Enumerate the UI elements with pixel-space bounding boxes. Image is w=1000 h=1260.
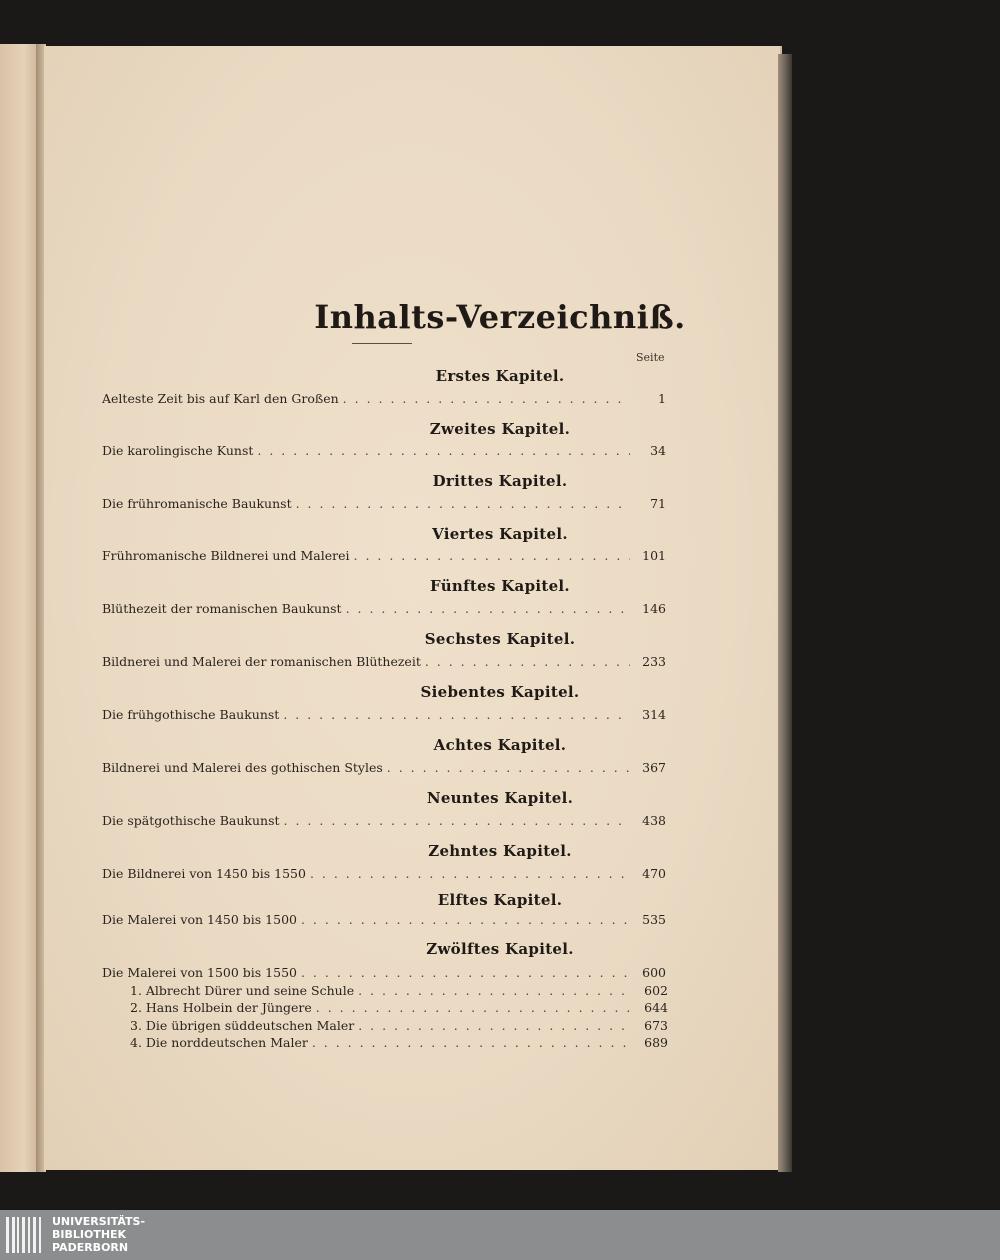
leader-dots — [354, 548, 630, 563]
chapter-heading: Erstes Kapitel. — [435, 367, 565, 385]
chapter-heading: Drittes Kapitel. — [432, 472, 568, 490]
entry-label: 3. Die übrigen süddeutschen Maler — [130, 1018, 355, 1033]
toc-subentry — [130, 1035, 668, 1050]
barcode-stripes-icon — [6, 1217, 44, 1253]
entry-label: Blüthezeit der romanischen Baukunst — [102, 601, 342, 616]
entry-page-number: 146 — [642, 601, 666, 616]
entry-page-number: 71 — [650, 496, 666, 511]
page-stack-edge — [778, 54, 792, 1172]
chapter-heading: Achtes Kapitel. — [433, 736, 567, 754]
entry-label: 1. Albrecht Dürer und seine Schule — [130, 983, 355, 998]
entry-label: Die frühgothische Baukunst — [102, 707, 280, 722]
entry-page-number: 535 — [642, 912, 666, 927]
toc-entry — [102, 601, 666, 616]
chapter-heading: Elftes Kapitel. — [437, 891, 563, 909]
leader-dots — [316, 1000, 632, 1015]
entry-page-number: 314 — [642, 707, 666, 722]
library-name-line: PADERBORN — [52, 1241, 129, 1254]
entry-label: Bildnerei und Malerei des gothischen Styles — [102, 760, 383, 775]
left-page-edge — [0, 44, 40, 1172]
entry-page-number: 602 — [644, 983, 668, 998]
toc-entry — [102, 548, 666, 563]
leader-dots — [310, 866, 630, 881]
library-name-line: UNIVERSITÄTS- — [52, 1215, 146, 1228]
leader-dots — [387, 760, 630, 775]
toc-entry — [102, 654, 666, 669]
leader-dots — [425, 654, 630, 669]
entry-page-number: 34 — [650, 443, 666, 458]
page-column-label: Seite — [636, 351, 665, 364]
entry-page-number: 644 — [644, 1000, 668, 1015]
leader-dots — [284, 813, 630, 828]
leader-dots — [358, 983, 632, 998]
chapter-heading: Sechstes Kapitel. — [424, 630, 576, 648]
entry-label: Aelteste Zeit bis auf Karl den Großen — [102, 391, 339, 406]
entry-label: Die Malerei von 1500 bis 1550 — [102, 965, 297, 980]
toc-entry — [102, 496, 666, 511]
leader-dots — [312, 1035, 632, 1050]
chapter-heading: Neuntes Kapitel. — [426, 789, 574, 807]
entry-page-number: 689 — [644, 1035, 668, 1050]
leader-dots — [283, 707, 630, 722]
chapter-heading: Zwölftes Kapitel. — [426, 940, 574, 958]
toc-entry — [102, 866, 666, 881]
entry-page-number: 367 — [642, 760, 666, 775]
leader-dots — [358, 1018, 632, 1033]
entry-page-number: 438 — [642, 813, 666, 828]
entry-label: Die frühromanische Baukunst — [102, 496, 292, 511]
entry-page-number: 101 — [642, 548, 666, 563]
leader-dots — [257, 443, 630, 458]
toc-entry — [102, 912, 666, 927]
title-divider — [352, 343, 412, 344]
library-name-line: BIBLIOTHEK — [52, 1228, 127, 1241]
leader-dots — [296, 496, 630, 511]
toc-entry — [102, 391, 666, 406]
toc-subentry — [130, 1000, 668, 1015]
library-logo-text — [52, 1215, 145, 1254]
entry-label: Die spätgothische Baukunst — [102, 813, 280, 828]
entry-page-number: 673 — [644, 1018, 668, 1033]
toc-entry — [102, 707, 666, 722]
chapter-heading: Zweites Kapitel. — [429, 420, 571, 438]
entry-page-number: 233 — [642, 654, 666, 669]
leader-dots — [346, 601, 630, 616]
entry-label: 4. Die norddeutschen Maler — [130, 1035, 308, 1050]
toc-entry — [102, 813, 666, 828]
toc-subentry — [130, 1018, 668, 1033]
toc-entry — [102, 443, 666, 458]
entry-page-number: 600 — [642, 965, 666, 980]
toc-entry — [102, 760, 666, 775]
leader-dots — [301, 912, 630, 927]
entry-label: Die karolingische Kunst — [102, 443, 254, 458]
entry-label: Bildnerei und Malerei der romanischen Blüthezeit — [102, 654, 421, 669]
entry-label: Die Bildnerei von 1450 bis 1550 — [102, 866, 306, 881]
entry-label: Frühromanische Bildnerei und Malerei — [102, 548, 350, 563]
chapter-heading: Zehntes Kapitel. — [428, 842, 572, 860]
leader-dots — [301, 965, 630, 980]
entry-page-number: 470 — [642, 866, 666, 881]
chapter-heading: Fünftes Kapitel. — [430, 577, 570, 595]
leader-dots — [343, 391, 630, 406]
toc-entry — [102, 965, 666, 980]
chapter-heading: Viertes Kapitel. — [432, 525, 568, 543]
entry-label: Die Malerei von 1450 bis 1500 — [102, 912, 297, 927]
page-title: Inhalts-Verzeichniß. — [314, 298, 686, 336]
entry-label: 2. Hans Holbein der Jüngere — [130, 1000, 312, 1015]
toc-subentry — [130, 983, 668, 998]
library-footer-bar — [0, 1210, 1000, 1260]
chapter-heading: Siebentes Kapitel. — [420, 683, 580, 701]
entry-page-number: 1 — [658, 391, 666, 406]
